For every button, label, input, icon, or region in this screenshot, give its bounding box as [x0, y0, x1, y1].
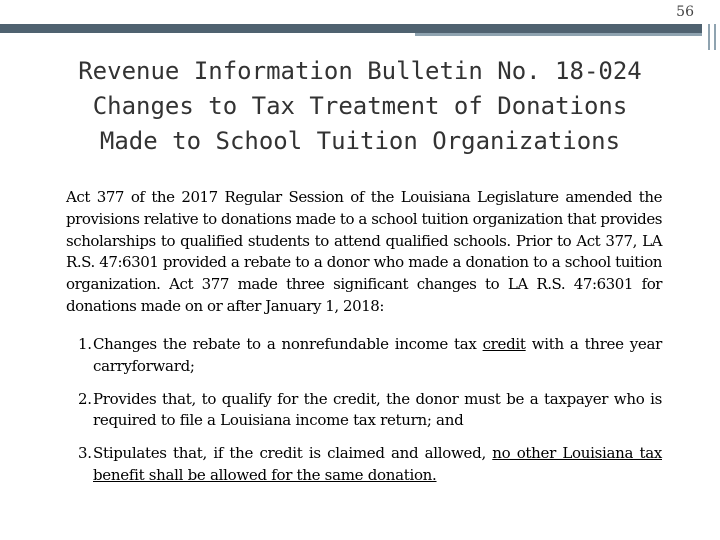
- item-text-after: with a three year carryforward;: [93, 335, 662, 375]
- header-bar: [0, 24, 702, 33]
- item-number: 1.: [78, 335, 92, 353]
- title-line: Revenue Information Bulletin No. 18-024: [78, 57, 642, 85]
- title-line: Made to School Tuition Organizations: [99, 127, 621, 155]
- intro-paragraph: [66, 187, 662, 318]
- changes-list: [78, 334, 662, 487]
- list-item: [78, 443, 662, 487]
- item-underlined-text: credit: [482, 335, 526, 353]
- title-line: Changes to Tax Treatment of Donations: [92, 92, 628, 120]
- item-number: 2.: [78, 389, 92, 408]
- slide-title: [20, 54, 700, 159]
- decorative-lines: [706, 24, 720, 50]
- list-item: [78, 389, 662, 433]
- act-label: Act 377: [66, 188, 125, 206]
- item-underlined-text: no other Louisiana tax benefit shall be allowed for the same donation.: [93, 444, 662, 484]
- header-accent-bar: [415, 33, 702, 36]
- list-item: [78, 334, 662, 378]
- page-number: 56: [676, 4, 694, 20]
- item-text: Stipulates that, if the credit is claimed and allowed,: [93, 444, 493, 463]
- intro-text: of the 2017 Regular Session of the Louisiana Legislature amended the provisions relative to donations made to a school tuition organization that provides scholarships to qualified students to attend qualified schools. Prior to Act 377, LA R.S. 47:6301 provided a rebate to a donor who made a donation to a school tuition organization. Act 377 made three significant changes to LA R.S. 47:6301 for donations made on or after January 1, 2018:: [66, 188, 662, 315]
- item-text: Changes the rebate to a nonrefundable income tax: [93, 335, 483, 353]
- item-number: 3.: [78, 444, 92, 463]
- item-text: Provides that, to qualify for the credit, the donor must be a taxpayer who is required to file a Louisiana income tax return; and: [93, 389, 662, 430]
